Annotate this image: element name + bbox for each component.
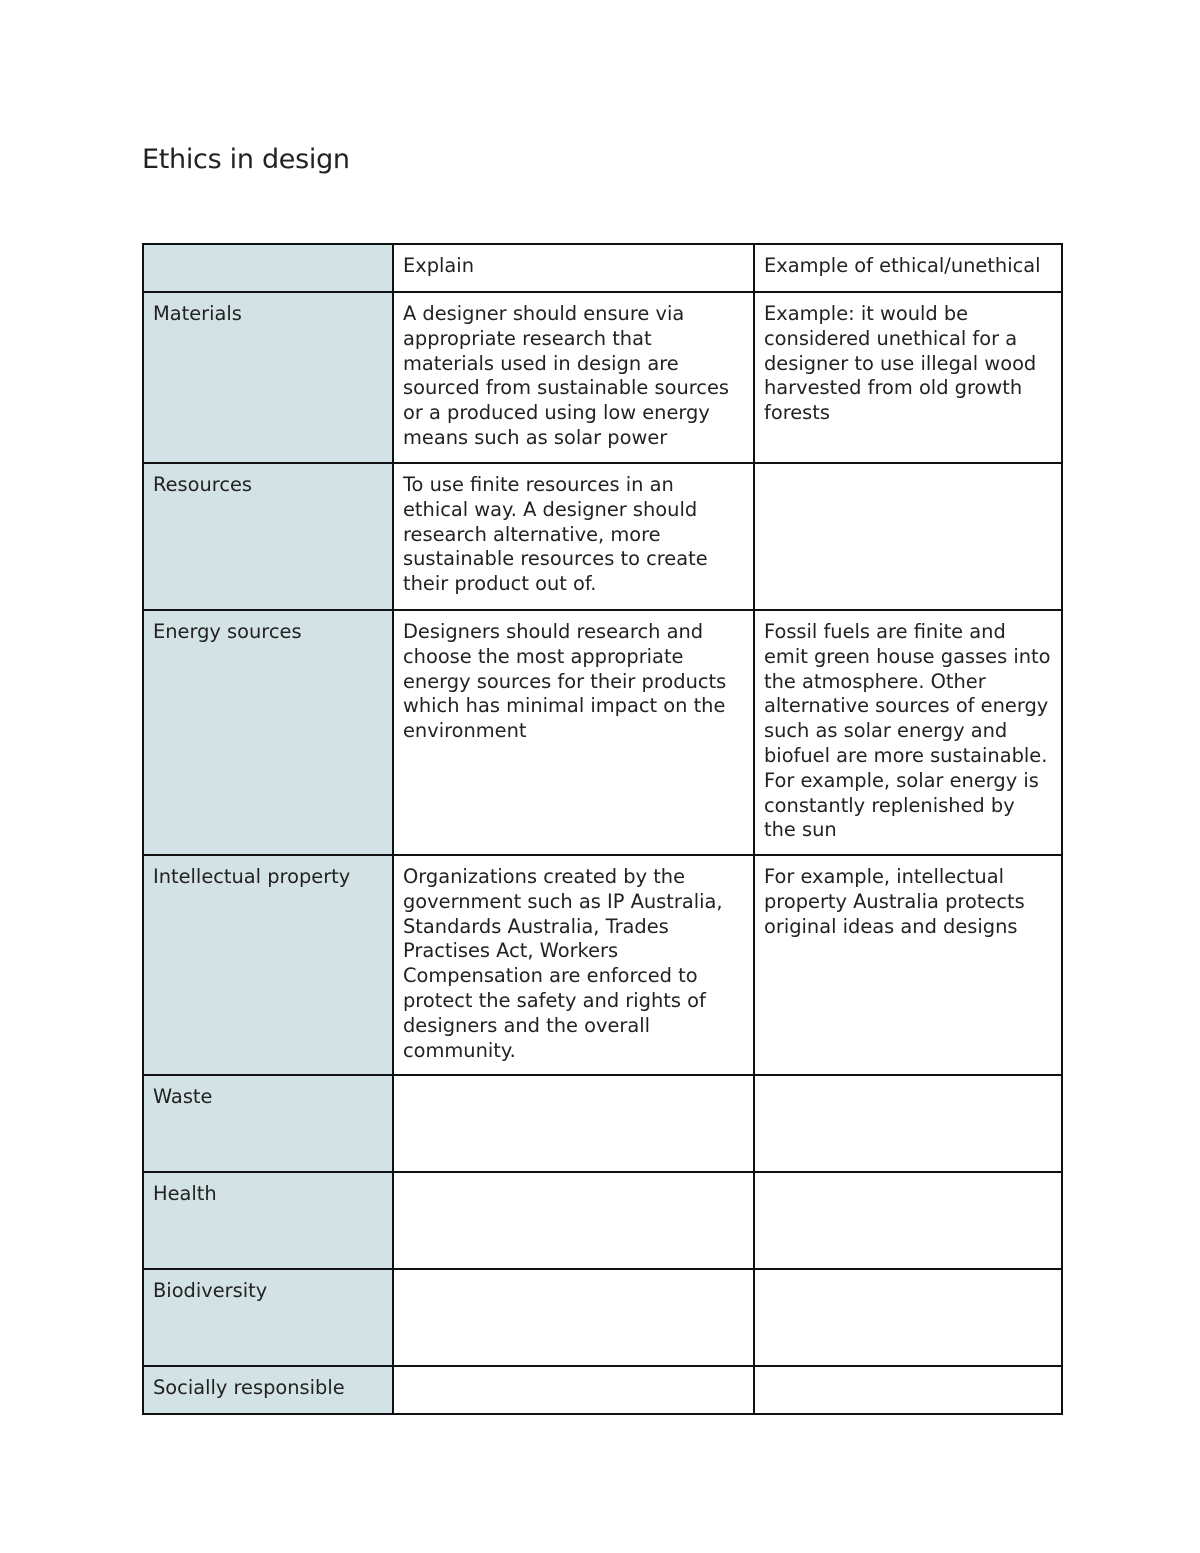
table-row-biodiversity	[143, 1269, 1062, 1366]
header-cell-blank	[143, 244, 393, 292]
cell-explain-resources: To use finite resources in an ethical way. A designer should research alternative, more sustainable resources to create their product out of.	[393, 463, 754, 610]
cell-example-socially-responsible	[754, 1366, 1062, 1414]
cell-example-intellectual-property: For example, intellectual property Australia protects original ideas and designs	[754, 855, 1062, 1075]
row-label-health: Health	[143, 1172, 393, 1269]
table-row-intellectual-property	[143, 855, 1062, 1075]
row-label-energy-sources: Energy sources	[143, 610, 393, 855]
row-label-socially-responsible: Socially responsible	[143, 1366, 393, 1414]
table-row-waste	[143, 1075, 1062, 1172]
header-cell-example: Example of ethical/unethical	[754, 244, 1062, 292]
cell-example-energy-sources: Fossil fuels are finite and emit green house gasses into the atmosphere. Other alternative sources of energy such as solar energy and biofuel are more sustainable. For example, solar energy is constantly replenished by the sun	[754, 610, 1062, 855]
cell-example-materials: Example: it would be considered unethical for a designer to use illegal wood harvested from old growth forests	[754, 292, 1062, 463]
table-row-materials	[143, 292, 1062, 463]
row-label-resources: Resources	[143, 463, 393, 610]
page-title: Ethics in design	[142, 144, 350, 175]
table-row-socially-responsible	[143, 1366, 1062, 1414]
cell-explain-socially-responsible	[393, 1366, 754, 1414]
header-cell-explain: Explain	[393, 244, 754, 292]
table-row-energy-sources	[143, 610, 1062, 855]
cell-example-waste	[754, 1075, 1062, 1172]
cell-explain-materials: A designer should ensure via appropriate research that materials used in design are sourced from sustainable sources or a produced using low energy means such as solar power	[393, 292, 754, 463]
row-label-biodiversity: Biodiversity	[143, 1269, 393, 1366]
table-header-row	[143, 244, 1062, 292]
cell-explain-intellectual-property: Organizations created by the government such as IP Australia, Standards Australia, Trades Practises Act, Workers Compensation are enforced to protect the safety and rights of designers and the overall community.	[393, 855, 754, 1075]
table-row-health	[143, 1172, 1062, 1269]
cell-explain-energy-sources: Designers should research and choose the most appropriate energy sources for their products which has minimal impact on the environment	[393, 610, 754, 855]
cell-example-resources	[754, 463, 1062, 610]
table-row-resources	[143, 463, 1062, 610]
cell-explain-biodiversity	[393, 1269, 754, 1366]
row-label-waste: Waste	[143, 1075, 393, 1172]
cell-explain-health	[393, 1172, 754, 1269]
row-label-intellectual-property: Intellectual property	[143, 855, 393, 1075]
row-label-materials: Materials	[143, 292, 393, 463]
ethics-table	[142, 243, 1063, 1415]
cell-example-health	[754, 1172, 1062, 1269]
cell-example-biodiversity	[754, 1269, 1062, 1366]
cell-explain-waste	[393, 1075, 754, 1172]
